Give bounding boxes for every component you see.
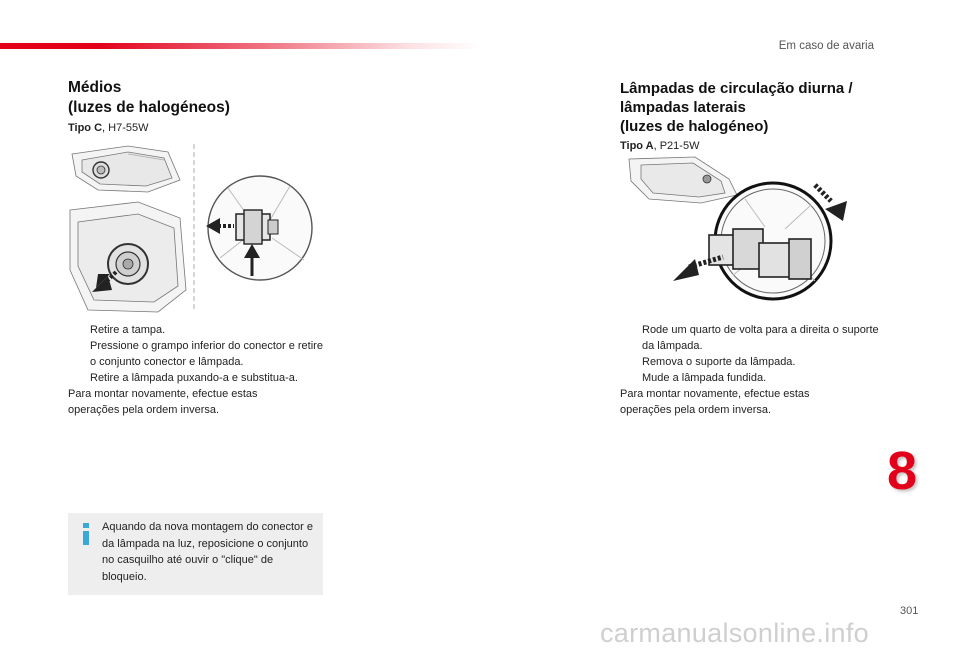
info-text: Aquando da nova montagem do conector e da lâmpada na luz, reposicione o conjunto no casquilho até ouvir o "clique" de bloqueio. [102, 521, 313, 583]
step-text: Retire a lâmpada puxando-a e substitua-a. [90, 372, 298, 384]
headlamp-top-drawing [629, 157, 737, 203]
list-item [620, 370, 882, 386]
info-box [68, 513, 323, 595]
right-heading-line1: Lâmpadas de circulação diurna / [620, 80, 853, 97]
page-number: 301 [900, 605, 919, 617]
right-steps-list [620, 322, 882, 386]
step-text: Mude a lâmpada fundida. [642, 372, 767, 384]
list-item [620, 322, 882, 354]
header-accent-bar [0, 43, 480, 49]
right-reassembly-note: Para montar novamente, efectue estas operações pela ordem inversa. [620, 388, 810, 416]
list-item [620, 354, 882, 370]
left-steps-list [68, 322, 330, 386]
headlamp-bottom-drawing [70, 202, 186, 312]
left-bulb-type [68, 122, 148, 134]
left-tipo-value: , H7-55W [102, 122, 149, 134]
right-tipo-value: , P21-5W [653, 140, 700, 152]
left-heading [68, 78, 328, 118]
step-text: Rode um quarto de volta para a direita o suporte da lâmpada. [642, 324, 879, 352]
step-text: Pressione o grampo inferior do conector e retire o conjunto conector e lâmpada. [90, 340, 323, 368]
step-text: Remova o suporte da lâmpada. [642, 356, 796, 368]
right-heading-line2: lâmpadas laterais [620, 99, 746, 116]
bulb-holder-detail-drawing [709, 183, 831, 299]
list-item [68, 322, 330, 338]
watermark: carmanualsonline.info [600, 618, 869, 648]
list-item [68, 370, 330, 386]
list-item [68, 338, 330, 370]
right-bulb-type [620, 140, 699, 152]
remove-holder-arrow [673, 257, 723, 281]
section-title: Em caso de avaria [778, 40, 874, 52]
headlamp-dipped-beam-illustration [68, 140, 318, 318]
right-heading-line3: (luzes de halogéneo) [620, 118, 769, 135]
info-icon [80, 523, 92, 545]
daytime-running-lamp-illustration [625, 155, 865, 315]
chapter-number: 8 [887, 441, 918, 501]
right-tipo-label: Tipo A [620, 140, 654, 152]
right-heading [620, 79, 910, 136]
left-heading-line2: (luzes de halogéneos) [68, 99, 230, 116]
step-text: Retire a tampa. [90, 324, 166, 336]
left-tipo-label: Tipo C [68, 122, 103, 134]
left-heading-line1: Médios [68, 79, 122, 96]
left-reassembly-note: Para montar novamente, efectue estas operações pela ordem inversa. [68, 388, 258, 416]
headlamp-top-drawing [72, 146, 180, 192]
